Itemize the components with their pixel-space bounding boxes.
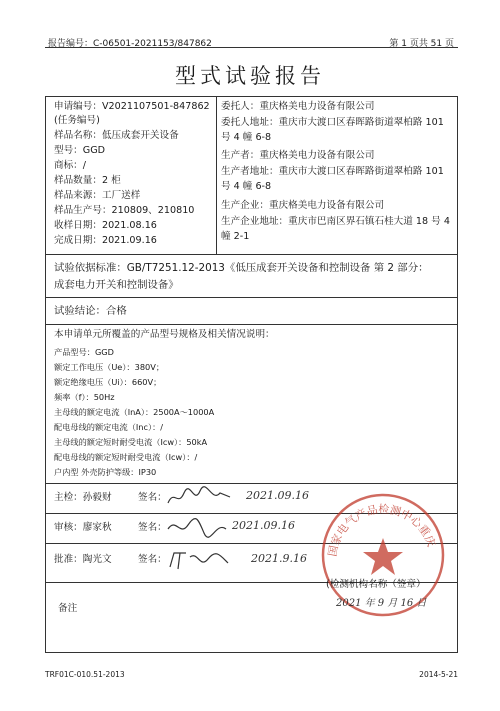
sample-source: 样品来源：工厂送样 (54, 190, 141, 201)
specs-heading: 本申请单元所覆盖的产品型号规格及相关情况说明： (54, 329, 275, 340)
model: 型号：GGD (54, 145, 106, 156)
header-rule (45, 47, 458, 48)
producer-address-cont: 号 4 幢 6-8 (221, 181, 272, 192)
spec-line: 主母线的额定电流（InA）：2500A～1000A (54, 407, 215, 417)
spec-line: 配电母线的额定电流（Inc）：/ (54, 422, 164, 432)
sample-production-number: 样品生产号：210809、210810 (54, 205, 195, 216)
signature-date: 2021.09.16 (246, 489, 309, 502)
client: 委托人：重庆格美电力设备有限公司 (221, 101, 375, 112)
spec-line: 额定工作电压（Ue）：380V； (54, 362, 165, 372)
receive-date: 收样日期：2021.08.16 (54, 220, 157, 231)
signature-date: 2021.9.16 (251, 552, 307, 565)
handwritten-signature (164, 515, 234, 539)
client-address-cont: 号 4 幢 6-8 (221, 132, 272, 143)
trademark: 商标：/ (54, 160, 87, 171)
divider (46, 254, 457, 255)
spec-line: 频率（f）：50Hz (54, 392, 115, 402)
divider (46, 297, 457, 298)
manufacturer-address: 生产企业地址：重庆市巴南区界石镇石桂大道 18 号 4 (221, 216, 450, 227)
svg-text:国家电气产品检测中心重庆: 国家电气产品检测中心重庆 (325, 502, 438, 558)
report-number: 报告编号：C-06501-2021153/847862 (48, 39, 212, 49)
signature-date: 2021.09.16 (232, 519, 295, 532)
seal-date: 2021 年 9 月 16 日 (336, 598, 427, 609)
client-address: 委托人地址：重庆市大渡口区春晖路街道翠柏路 101 (221, 117, 444, 128)
document-title: 型式试验报告 (175, 64, 325, 88)
page-number: 第 1 页共 51 页 (389, 39, 454, 49)
divider (46, 483, 457, 484)
reviewer-label: 审核：廖家秋 (54, 522, 112, 533)
completion-date: 完成日期：2021.09.16 (54, 235, 157, 246)
handwritten-signature (164, 547, 234, 573)
signature-label: 签名： (138, 554, 167, 565)
manufacturer-address-cont: 幢 2-1 (221, 231, 250, 242)
task-number-label: (任务编号) (54, 115, 100, 126)
test-basis-line2: 成套电力开关和控制设备》 (54, 279, 179, 291)
manufacturer: 生产企业：重庆格美电力设备有限公司 (221, 200, 385, 211)
sample-quantity: 样品数量：2 柜 (54, 175, 121, 186)
handwritten-signature (164, 485, 234, 509)
approver-label: 批准：陶光文 (54, 554, 112, 565)
application-number: 申请编号：V2021107501-847862 (54, 101, 210, 112)
signature-label: 签名： (138, 492, 167, 503)
spec-line: 配电母线的额定短时耐受电流（Icw）：/ (54, 452, 198, 462)
signature-label: 签名： (138, 522, 167, 533)
form-date: 2014-5-21 (419, 670, 458, 679)
spec-line: 主母线的额定短时耐受电流（Icw）：50kA (54, 437, 208, 447)
divider (46, 324, 457, 325)
spec-line: 产品型号：GGD (54, 347, 114, 357)
producer-address: 生产者地址：重庆市大渡口区春晖路街道翠柏路 101 (221, 166, 444, 177)
spec-line: 额定绝缘电压（Ui）：660V； (54, 377, 162, 387)
column-divider (216, 97, 217, 254)
seal-caption: (检测机构名称（签章） (326, 579, 426, 590)
sample-name: 样品名称：低压成套开关设备 (54, 130, 179, 141)
producer: 生产者：重庆格美电力设备有限公司 (221, 150, 375, 161)
inspector-label: 主检：孙毅财 (54, 492, 112, 503)
spec-line: 户内型 外壳防护等级：IP30 (54, 467, 157, 477)
test-conclusion: 试验结论：合格 (54, 305, 127, 317)
remarks-label: 备注 (58, 603, 78, 614)
test-basis-line1: 试验依据标准：GB/T7251.12-2013《低压成套开关设备和控制设备 第 2 部分： (54, 262, 429, 274)
form-code: TRF01C-010.51-2013 (45, 670, 125, 679)
